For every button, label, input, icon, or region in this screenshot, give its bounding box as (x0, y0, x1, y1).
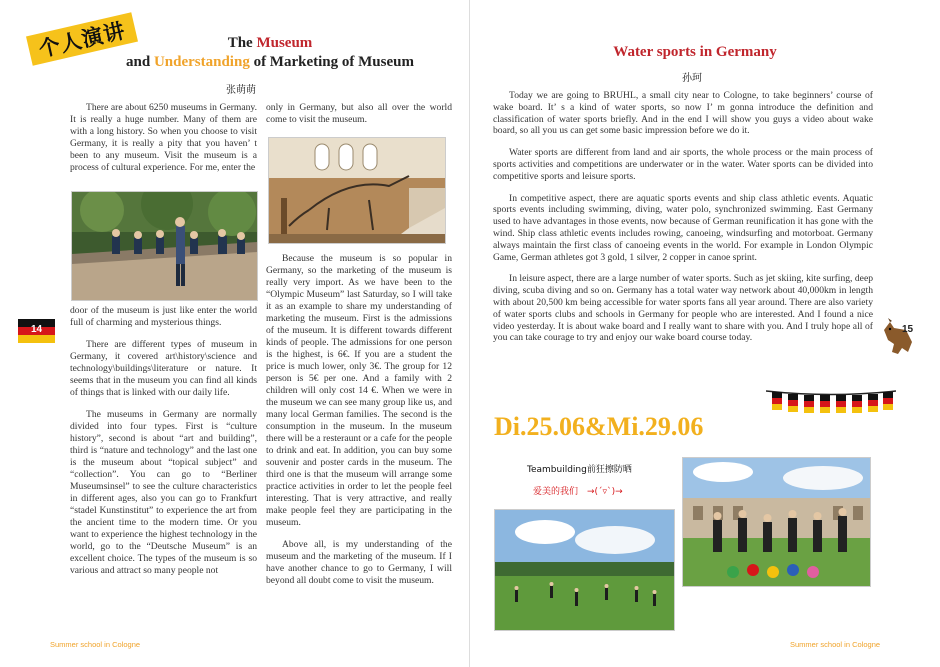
photo-caption-2: 爱美的我们 →(ˊ▿ˋ)→ (533, 487, 623, 497)
section-banner: 个人演讲 (26, 12, 138, 66)
event-dates: Di.25.06&Mi.29.06 (494, 412, 704, 441)
footer-text: Summer school in Cologne (50, 640, 141, 649)
right-body-text: Today we are going to BRUHL, a small city near to Cologne, to take beginners’ course of wake board. It’ s a kind of water sports, so now I’ m gonna introduce the definition and classification of water sports briefly. And in the end I will show you guys a video about wake board, so all you us can get some basic impression before we do it. Water sports are different from land and air sports, the whole process or the main process of sports activities and competitions are underwater or in the water. Water sports can be divided into competitive sports and leisure sports. In competitive aspect, there are aquatic sports events and ship class athletic events. Aquatic sports events including swimming, diving, water polo, synchronized swimming. East Germany used to have advantages in those events, now because of German reunification it has gone with the wind. Ship class athletic events includes rowing, canoeing, windsurfing and motorboat. Germany always maintain the first class of canoeing events in the world. For example in London Olympic Game, German athletes got 3 gold, 1 silver, 2 copper in canoe sprint. In leisure aspect, there are a large number of water sports. Such as jet skiing, kite surfing, deep diving, scuba diving and so on. Germany has a total water way network about 40,000km in length with about 20,500 km being accessible for water sports fans all year around. There are also variety of water sports clubs and schools in Germany for people who are interested. And I found a nice video yesterday. It is about wake board and I really want to share with you. And I truly hope all of you can take courage to try and enjoy our wake board course today. (493, 90, 873, 344)
bunting-decoration (766, 388, 896, 414)
article-author-right: 孙珂 (682, 73, 702, 84)
team-photo (682, 457, 871, 587)
footer-text-right: Summer school in Cologne (790, 640, 881, 649)
col1-bottom-text: door of the museum is just like enter the world full of charming and mysterious things. There are different types of museum in Germany, it covered art\history\science and technology\buildings\literature or nature. It seems that in the museum you can find all kinds of things that is linked with our daily life. The museums in Germany are normally divided into four types. First is “culture history”, second is about “art and building”, third is “nature and technology” and the last one is the museum about “topical subject” and “collection”. You can go to “Berliner Museumsinsel” to see the culture characteristics in different ages, also you can go to Frankfurt “stadel Kunstinstitut” to experience the art from the ancient time to the modern time. Or you want to experience the highest technology in the world, go to the “Deutsche Museum” is an excellent choice. The types of the museum is so various and attract so many people not (70, 305, 257, 576)
museum-photo (268, 137, 446, 244)
col2-top-text: only in Germany, but also all over the world come to visit the museum. (266, 102, 452, 125)
article-author: 张萌萌 (226, 85, 256, 96)
article-title-right: Water sports in Germany (613, 44, 777, 60)
field-photo (494, 509, 675, 631)
article-title: The Museum and Understanding of Marketing of Museum (126, 35, 414, 70)
page-number: 14 (31, 324, 43, 335)
col2-bottom-text: Because the museum is so popular in Germany, so the marketing of the museum is really very import. As we have been to the “Olympic Museum” last Saturday, so I will take it as an example to share my understanding of marketing the museum. First is the admissions of the museum. It is different towards different kinds of people. The admissions for one person is the highest, is 6€. If you are a student the price is much lower, only 3€. The group for 12 person is 5€ per one. And a family with 2 children will only cost 14 €. When we were in the museum we can see many group like us, and many local German families. The second is the consumption in the museum. In the museum there will be a resteraunt or a cafe for the people to drink and eat. In addition, you can buy some souvenir and poster cards in the museum. The third one is that the museum will arrange some practice activities in order to let the people feel interesting. That is very attractive, and really make people feel they are participating in the museum. Above all, is my understanding of the museum and the marketing of the museum. If I have another chance to go to Germany, I will beyond all doubt come to visit the museum. (266, 253, 452, 586)
page-number-right: 15 (902, 324, 914, 335)
group-photo (71, 191, 258, 301)
photo-caption-1: Teambuilding前狂擦防晒 (527, 465, 632, 475)
col1-top-text: There are about 6250 museums in Germany. It is really a huge number. Many of them are with a long history. So when you choose to visit Germany, it is really a pity that you haven’ t been to any museum. Visit the museum is a process of cultural experience. For me, enter the (70, 102, 257, 173)
